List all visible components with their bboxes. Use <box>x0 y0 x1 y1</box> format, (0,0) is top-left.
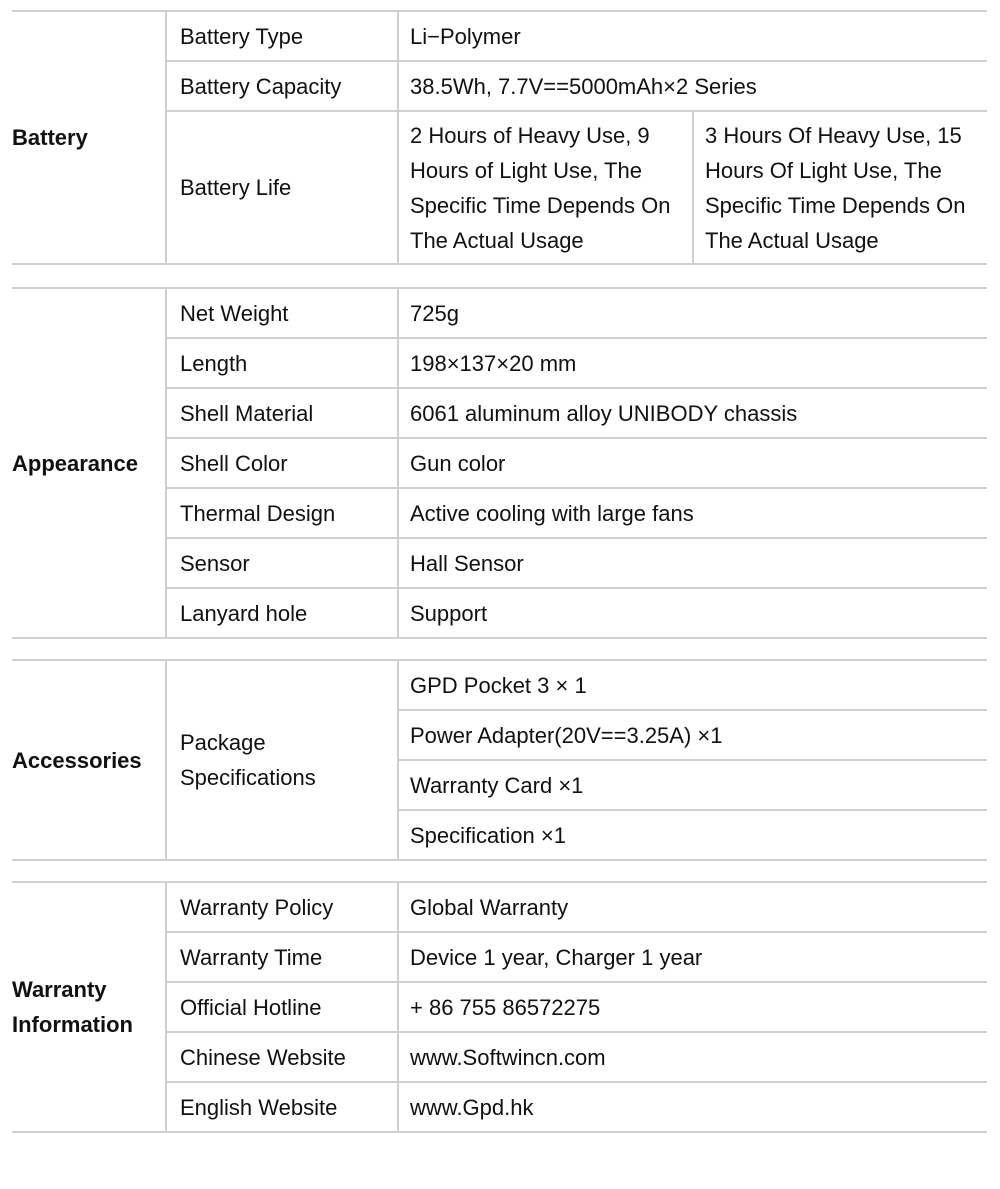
spec-value: + 86 755 86572275 <box>398 982 987 1032</box>
spec-label: Warranty Time <box>166 932 398 982</box>
spec-label: Chinese Website <box>166 1032 398 1082</box>
spec-label: Length <box>166 338 398 388</box>
warranty-section <box>12 881 987 1133</box>
category-appearance: Appearance <box>12 288 166 638</box>
spec-value: Active cooling with large fans <box>398 488 987 538</box>
category-warranty: Warranty Information <box>12 882 166 1132</box>
spec-label: Package Specifications <box>166 660 398 860</box>
spec-label: Warranty Policy <box>166 882 398 932</box>
spec-value: www.Softwincn.com <box>398 1032 987 1082</box>
spec-label: Lanyard hole <box>166 588 398 638</box>
spec-value: GPD Pocket 3 × 1 <box>398 660 987 710</box>
spec-label: Official Hotline <box>166 982 398 1032</box>
spec-value: 38.5Wh, 7.7V==5000mAh×2 Series <box>398 61 987 111</box>
spec-label: English Website <box>166 1082 398 1132</box>
category-accessories: Accessories <box>12 660 166 860</box>
spec-value: Device 1 year, Charger 1 year <box>398 932 987 982</box>
spec-value: Power Adapter(20V==3.25A) ×1 <box>398 710 987 760</box>
spec-value-alt: 3 Hours Of Heavy Use, 15 Hours Of Light Use, The Specific Time Depends On The Actual Usage <box>693 111 987 264</box>
spec-value: Li−Polymer <box>398 11 987 61</box>
spec-label: Thermal Design <box>166 488 398 538</box>
spec-value: 725g <box>398 288 987 338</box>
spec-value: 198×137×20 mm <box>398 338 987 388</box>
battery-section <box>12 10 987 265</box>
spec-value: www.Gpd.hk <box>398 1082 987 1132</box>
spec-value: Specification ×1 <box>398 810 987 860</box>
spec-label: Net Weight <box>166 288 398 338</box>
spec-label: Battery Life <box>166 111 398 264</box>
spec-label: Battery Capacity <box>166 61 398 111</box>
spec-label: Shell Material <box>166 388 398 438</box>
spec-value: 6061 aluminum alloy UNIBODY chassis <box>398 388 987 438</box>
spec-value: 2 Hours of Heavy Use, 9 Hours of Light Use, The Specific Time Depends On The Actual Usage <box>398 111 693 264</box>
accessories-section <box>12 659 987 861</box>
spec-value: Hall Sensor <box>398 538 987 588</box>
spec-value: Support <box>398 588 987 638</box>
spec-value: Gun color <box>398 438 987 488</box>
spec-value: Global Warranty <box>398 882 987 932</box>
category-battery: Battery <box>12 11 166 264</box>
spec-label: Sensor <box>166 538 398 588</box>
appearance-section <box>12 287 987 639</box>
spec-label: Shell Color <box>166 438 398 488</box>
spec-value: Warranty Card ×1 <box>398 760 987 810</box>
spec-label: Battery Type <box>166 11 398 61</box>
